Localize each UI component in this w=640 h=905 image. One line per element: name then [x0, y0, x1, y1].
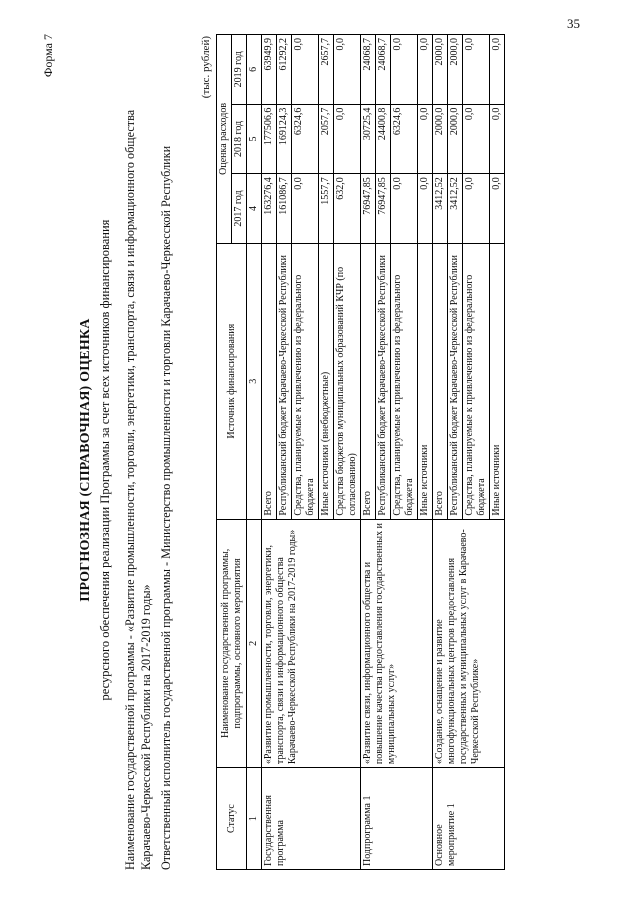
value-2017: 632,0	[334, 174, 361, 244]
value-2019: 63949,9	[262, 35, 277, 105]
value-2019: 61292,2	[277, 35, 292, 105]
value-2018: 24400,8	[376, 104, 391, 174]
value-2018: 30725,4	[361, 104, 376, 174]
column-number: 2	[247, 519, 262, 768]
status-cell: Государственная программа	[262, 768, 361, 870]
value-2018: 169124,3	[277, 104, 292, 174]
header-2018: 2018 год	[232, 104, 247, 174]
program-name-line: Наименование государственной программы - «Развитие промышленности, торговли, энергетики, транспорта, связи и информационного общества Карачаево-Черкесской Республики на 2017-2019 годы»	[123, 109, 153, 870]
program-name-cell: «Развитие промышленности, торговли, энергетики, транспорта, связи и информационного общества Карачаево-Черкесской Республики на 2017-2019 годы»	[262, 519, 361, 768]
value-2019: 0,0	[418, 35, 433, 105]
source-cell: Средства, планируемые к привлечению из федерального бюджета	[391, 243, 418, 519]
table-body	[262, 35, 505, 870]
header-estimate: Оценка расходов	[217, 35, 232, 244]
column-number: 6	[247, 35, 262, 105]
column-number: 1	[247, 768, 262, 870]
value-2018: 2000,0	[448, 104, 463, 174]
header-status: Статус	[217, 768, 247, 870]
value-2017: 76947,85	[376, 174, 391, 244]
page-number: 35	[567, 16, 580, 31]
value-2017: 0,0	[463, 174, 490, 244]
value-2018: 0,0	[463, 104, 490, 174]
program-name-cell: «Развитие связи, информационного общества и повышение качества предоставления государственных и муниципальных услуг»	[361, 519, 433, 768]
value-2018: 6324,6	[292, 104, 319, 174]
value-2018: 177506,6	[262, 104, 277, 174]
value-2019: 2000,0	[448, 35, 463, 105]
source-cell: Иные источники	[418, 243, 433, 519]
value-2019: 0,0	[490, 35, 505, 105]
value-2019: 0,0	[292, 35, 319, 105]
source-cell: Иные источники (внебюджетные)	[319, 243, 334, 519]
source-cell: Республиканский бюджет Карачаево-Черкесской Республики	[448, 243, 463, 519]
value-2018: 0,0	[334, 104, 361, 174]
header-source: Источник финансирования	[217, 243, 247, 519]
source-cell: Средства, планируемые к привлечению из федерального бюджета	[292, 243, 319, 519]
value-2018: 0,0	[418, 104, 433, 174]
header-2019: 2019 год	[232, 35, 247, 105]
responsible-executor-line: Ответственный исполнитель государственной программы - Министерство промышленности и торговли Карачаево-Черкесской Республики	[159, 145, 173, 870]
status-cell: Подпрограмма 1	[361, 768, 433, 870]
header-2017: 2017 год	[232, 174, 247, 244]
status-cell: Основное мероприятие 1	[433, 768, 505, 870]
document-subtitle: ресурсного обеспечения реализации Программы за счет всех источников финансирования	[98, 219, 112, 701]
value-2017: 163276,4	[262, 174, 277, 244]
source-cell: Средства бюджетов муниципальных образований КЧР (по согласованию)	[334, 243, 361, 519]
value-2018: 2057,7	[319, 104, 334, 174]
source-cell: Республиканский бюджет Карачаево-Черкесской Республики	[376, 243, 391, 519]
column-numbers-row	[247, 35, 262, 870]
value-2017: 0,0	[418, 174, 433, 244]
value-2017: 0,0	[391, 174, 418, 244]
document-title: ПРОГНОЗНАЯ (СПРАВОЧНАЯ) ОЦЕНКА	[78, 318, 93, 602]
value-2018: 6324,6	[391, 104, 418, 174]
resource-estimate-table	[216, 34, 505, 870]
value-2018: 2000,0	[433, 104, 448, 174]
value-2019: 0,0	[463, 35, 490, 105]
program-name-cell: «Создание, оснащение и развитие многофункциональных центров предоставления государственных и муниципальных услуг в Карачаево-Черкесской Республике»	[433, 519, 505, 768]
source-cell: Республиканский бюджет Карачаево-Черкесской Республики	[277, 243, 292, 519]
source-cell: Иные источники	[490, 243, 505, 519]
table-row	[433, 35, 448, 870]
unit-label: (тыс. рублей)	[200, 36, 212, 99]
value-2019: 2000,0	[433, 35, 448, 105]
value-2017: 3412,52	[433, 174, 448, 244]
form-label: Форма 7	[41, 34, 55, 78]
value-2018: 0,0	[490, 104, 505, 174]
column-number: 3	[247, 243, 262, 519]
value-2017: 76947,85	[361, 174, 376, 244]
value-2019: 0,0	[334, 35, 361, 105]
source-cell: Всего	[262, 243, 277, 519]
column-number: 4	[247, 174, 262, 244]
value-2019: 24068,7	[361, 35, 376, 105]
table-header	[217, 35, 262, 870]
header-name: Наименование государственной программы, подпрограммы, основного мероприятия	[217, 519, 247, 768]
value-2017: 161086,7	[277, 174, 292, 244]
source-cell: Средства, планируемые к привлечению из федерального бюджета	[463, 243, 490, 519]
value-2019: 24068,7	[376, 35, 391, 105]
source-cell: Всего	[433, 243, 448, 519]
rotated-page-content	[38, 30, 598, 890]
value-2017: 0,0	[490, 174, 505, 244]
table-row	[262, 35, 277, 870]
value-2019: 0,0	[391, 35, 418, 105]
table-row	[361, 35, 376, 870]
value-2019: 2657,7	[319, 35, 334, 105]
column-number: 5	[247, 104, 262, 174]
value-2017: 0,0	[292, 174, 319, 244]
value-2017: 1557,7	[319, 174, 334, 244]
source-cell: Всего	[361, 243, 376, 519]
value-2017: 3412,52	[448, 174, 463, 244]
